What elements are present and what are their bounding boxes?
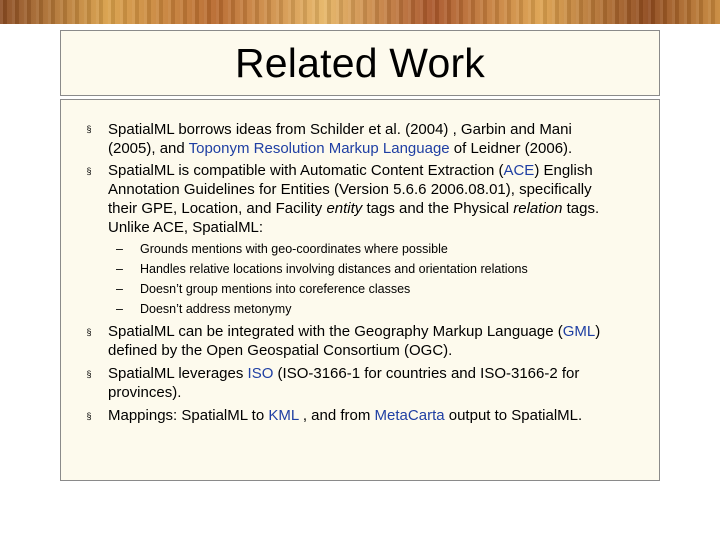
bullet-2-text: SpatialML is compatible with Automatic Content Extraction ( — [108, 162, 504, 179]
iso-link[interactable]: ISO — [247, 365, 274, 382]
top-decorative-stripe — [0, 0, 720, 24]
subitem-4: Doesn’t address metonymy — [140, 302, 292, 316]
bullet-4-marker: § — [86, 369, 92, 379]
bullet-2-line-2: Annotation Guidelines for Entities (Version 5.6.6 2006.08.01), specifically — [108, 181, 592, 198]
bullet-3-line-1 — [108, 322, 600, 341]
bullet-2-line-3-b: tags and the Physical — [362, 200, 514, 217]
entity-emphasis: entity — [326, 200, 363, 217]
subitem-2-dash: – — [116, 262, 123, 276]
bullet-1-line-2 — [108, 139, 572, 158]
content-box — [60, 99, 660, 481]
bullet-5-text-end: output to SpatialML. — [444, 407, 583, 424]
bullet-1-marker: § — [86, 124, 92, 134]
bullet-5-text-mid: , and from — [298, 407, 375, 424]
bullet-2-line-1 — [108, 161, 593, 180]
bullet-2-line-3-a: their GPE, Location, and Facility — [108, 200, 327, 217]
subitem-1: Grounds mentions with geo-coordinates where possible — [140, 242, 448, 256]
relation-emphasis: relation — [513, 200, 563, 217]
bullet-1-text: (2005), and — [108, 140, 189, 157]
subitem-2: Handles relative locations involving distances and orientation relations — [140, 262, 528, 276]
bullet-5-line-1 — [108, 406, 582, 425]
kml-link[interactable]: KML — [268, 407, 299, 424]
slide-title: Related Work — [234, 39, 486, 86]
bullet-2-line-3-c: tags. — [562, 200, 600, 217]
bullet-4-text: SpatialML leverages — [108, 365, 248, 382]
title-box — [60, 30, 660, 96]
bullet-1-text-end: of Leidner (2006). — [449, 140, 573, 157]
bullet-3-marker: § — [86, 327, 92, 337]
bullet-3-text-end: ) — [595, 323, 601, 340]
bullet-3-line-2: defined by the Open Geospatial Consortium (OGC). — [108, 342, 453, 359]
bullet-5-text: Mappings: SpatialML to — [108, 407, 269, 424]
bullet-2-text-end: ) English — [534, 162, 593, 179]
bullet-1-line-1: SpatialML borrows ideas from Schilder et al. (2004) , Garbin and Mani — [108, 121, 572, 138]
bullet-3-text: SpatialML can be integrated with the Geography Markup Language ( — [108, 323, 563, 340]
subitem-3: Doesn’t group mentions into coreference classes — [140, 282, 411, 296]
gml-link[interactable]: GML — [562, 323, 596, 340]
toponym-resolution-link[interactable]: Toponym Resolution Markup Language — [188, 140, 450, 157]
bullet-2-marker: § — [86, 166, 92, 176]
bullet-4-text-end: (ISO-3166-1 for countries and ISO-3166-2 for — [273, 365, 580, 382]
bullet-2-line-4: Unlike ACE, SpatialML: — [108, 219, 264, 236]
ace-link[interactable]: ACE — [503, 162, 535, 179]
subitem-3-dash: – — [116, 282, 123, 296]
bullet-2-line-3 — [108, 199, 599, 218]
metacarta-link[interactable]: MetaCarta — [374, 407, 445, 424]
bullet-4-line-2: provinces). — [108, 384, 182, 401]
bullet-4-line-1 — [108, 364, 579, 383]
subitem-1-dash: – — [116, 242, 123, 256]
bullet-5-marker: § — [86, 411, 92, 421]
subitem-4-dash: – — [116, 302, 123, 316]
